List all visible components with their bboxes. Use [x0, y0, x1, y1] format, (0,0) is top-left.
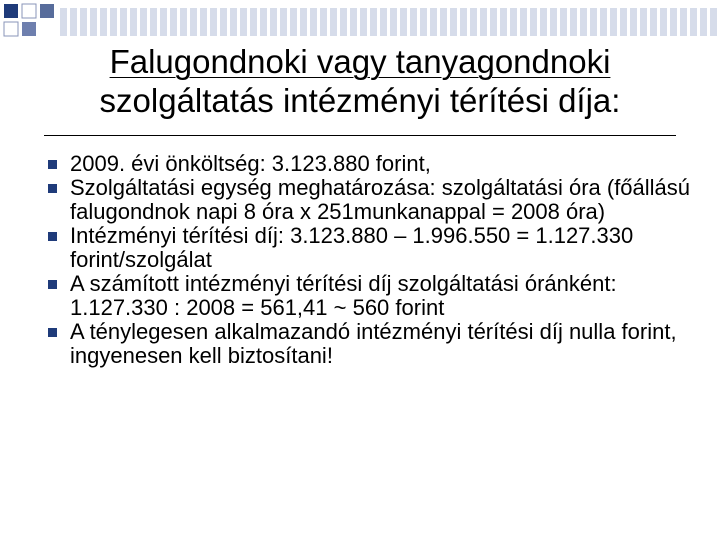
bullet-text: Intézményi térítési díj: 3.123.880 – 1.996.550 = 1.127.330 forint/szolgálat — [70, 223, 634, 272]
bullet-item — [48, 224, 698, 272]
slide-title — [30, 42, 690, 120]
slide-title-line-2: szolgáltatás intézményi térítési díja: — [99, 82, 621, 119]
header-decoration-bar — [60, 8, 720, 36]
square-bullet-icon — [48, 184, 57, 193]
slide-title-line-1: Falugondnoki vagy tanyagondnoki — [109, 43, 611, 80]
square-bullet-icon — [48, 160, 57, 169]
bullet-list — [48, 152, 698, 368]
square-bullet-icon — [48, 328, 57, 337]
bullet-item — [48, 320, 698, 368]
square-bullet-icon — [48, 232, 57, 241]
bullet-item — [48, 152, 698, 176]
title-underline — [44, 135, 676, 136]
bullet-text: A ténylegesen alkalmazandó intézményi térítési díj nulla forint, ingyenesen kell biztosítani! — [70, 319, 677, 368]
bullet-text: Szolgáltatási egység meghatározása: szolgáltatási óra (főállású falugondnok napi 8 óra x 251munkanappal = 2008 óra) — [70, 175, 691, 224]
corner-decoration — [0, 0, 60, 45]
square-bullet-icon — [48, 280, 57, 289]
bullet-item — [48, 272, 698, 320]
bullet-text: 2009. évi önköltség: 3.123.880 forint, — [70, 151, 431, 176]
bullet-text: A számított intézményi térítési díj szolgáltatási óránként: 1.127.330 : 2008 = 561,41 ~ 560 forint — [70, 271, 617, 320]
bullet-item — [48, 176, 698, 224]
